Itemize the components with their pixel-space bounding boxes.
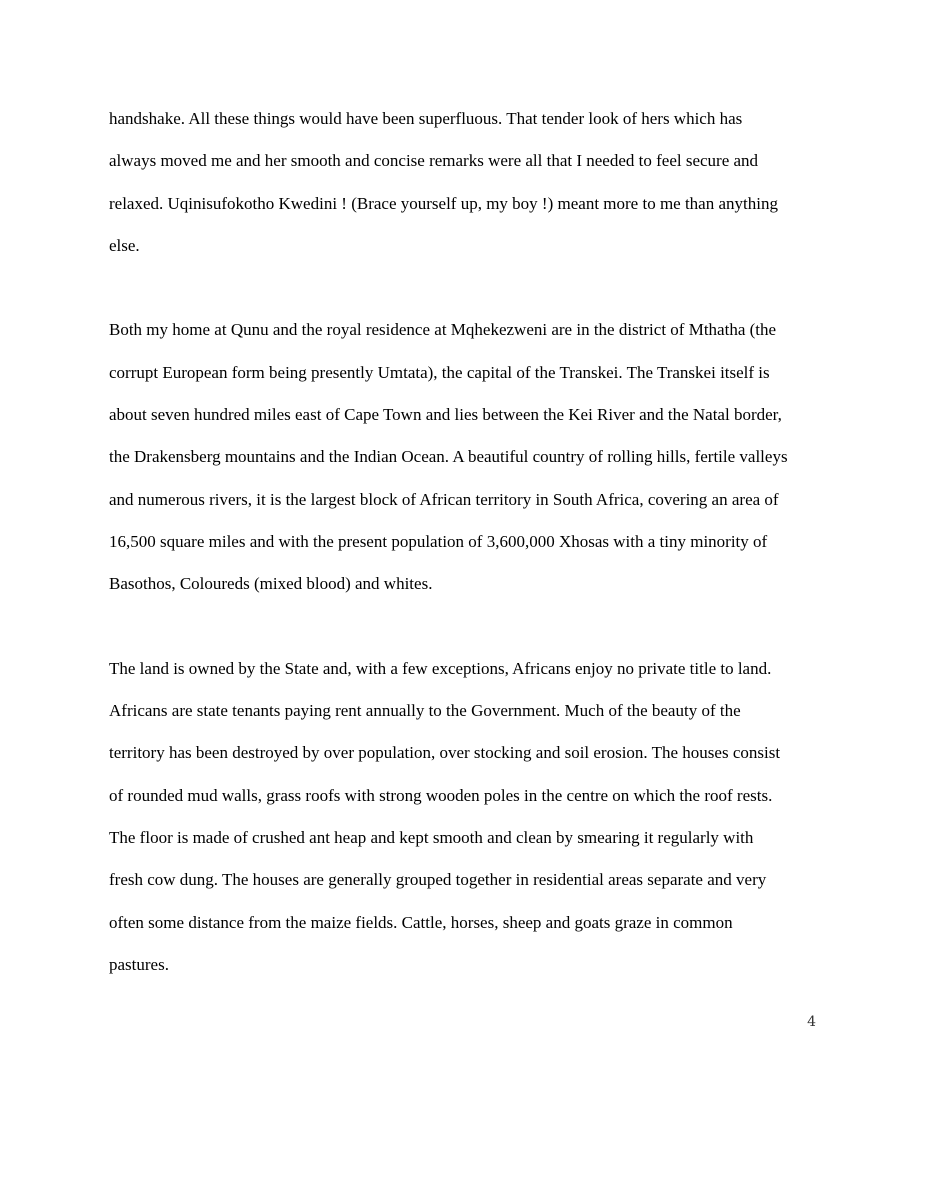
text-line: relaxed. Uqinisufokotho Kwedini ! (Brace yourself up, my boy !) meant more to me than anything [109, 193, 778, 213]
text-line: corrupt European form being presently Umtata), the capital of the Transkei. The Transkei itself is [109, 362, 770, 382]
text-line: Africans are state tenants paying rent annually to the Government. Much of the beauty of the [109, 701, 741, 721]
text-line: the Drakensberg mountains and the Indian Ocean. A beautiful country of rolling hills, fertile valleys [109, 447, 788, 467]
text-line: else. [109, 235, 140, 255]
text-line: and numerous rivers, it is the largest block of African territory in South Africa, covering an area of [109, 489, 779, 509]
paragraph-spacer [109, 614, 824, 656]
text-line: fresh cow dung. The houses are generally grouped together in residential areas separate and very [109, 870, 767, 890]
text-line: 16,500 square miles and with the present population of 3,600,000 Xhosas with a tiny minority of [109, 531, 768, 551]
text-line: often some distance from the maize fields. Cattle, horses, sheep and goats graze in common [109, 912, 733, 932]
page-number: 4 [807, 1014, 816, 1030]
text-line: of rounded mud walls, grass roofs with strong wooden poles in the centre on which the roof rests. [109, 785, 773, 805]
text-line: about seven hundred miles east of Cape Town and lies between the Kei River and the Natal border, [109, 405, 782, 425]
paragraph-spacer [109, 275, 824, 317]
text-line: territory has been destroyed by over population, over stocking and soil erosion. The houses consist [109, 743, 781, 763]
text-line: The floor is made of crushed ant heap and kept smooth and clean by smearing it regularly with [109, 828, 754, 848]
text-line: pastures. [109, 954, 169, 974]
text-line: handshake. All these things would have been superfluous. That tender look of hers which has [109, 109, 743, 128]
text-line: Both my home at Qunu and the royal residence at Mqhekezweni are in the district of Mthatha (the [109, 320, 777, 340]
text-line: The land is owned by the State and, with a few exceptions, Africans enjoy no private title to land. [109, 658, 772, 678]
paragraph-1 [109, 106, 824, 275]
text-line: Basothos, Coloureds (mixed blood) and whites. [109, 574, 433, 594]
paragraph-2 [109, 317, 824, 613]
body-text [109, 106, 824, 994]
paragraph-3 [109, 656, 824, 994]
text-line: always moved me and her smooth and concise remarks were all that I needed to feel secure and [109, 151, 759, 171]
